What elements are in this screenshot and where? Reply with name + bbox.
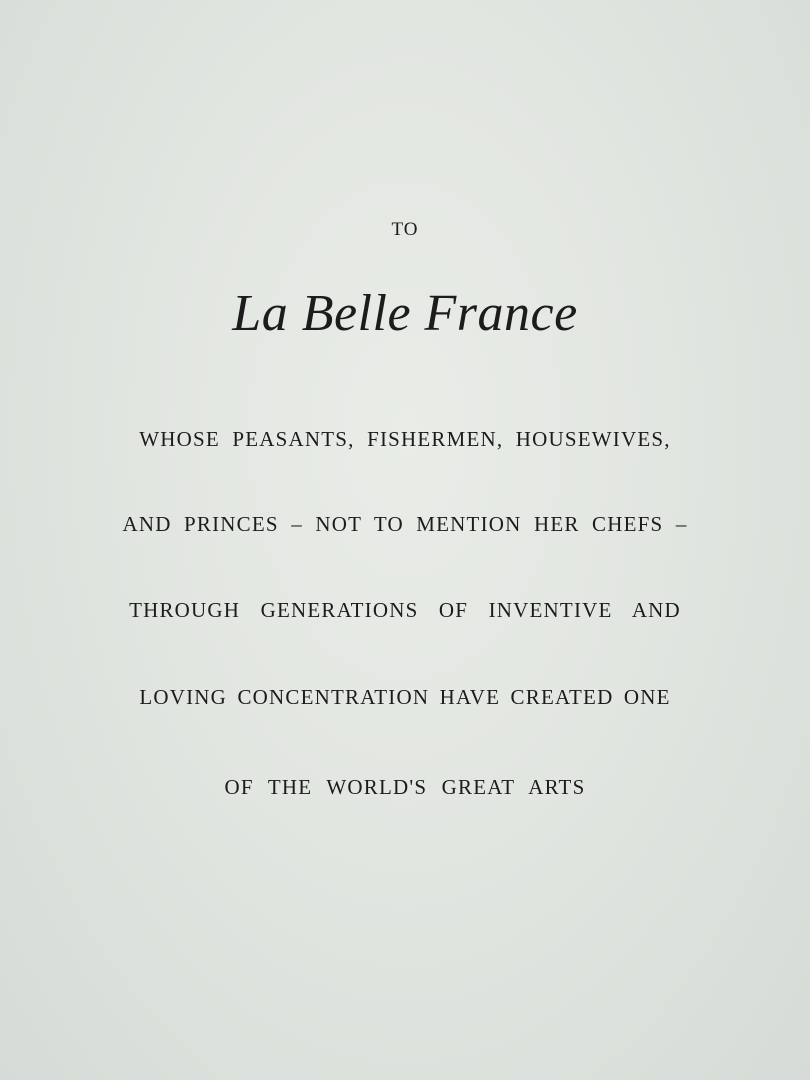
dedication-line-3: THROUGH GENERATIONS OF INVENTIVE AND: [129, 598, 681, 622]
dedication-to: TO: [391, 219, 419, 240]
dedication-line-5: OF THE WORLD'S GREAT ARTS: [224, 775, 586, 799]
dedication-line-4: LOVING CONCENTRATION HAVE CREATED ONE: [139, 685, 671, 709]
dedication-line-2: AND PRINCES – NOT TO MENTION HER CHEFS –: [122, 512, 688, 536]
dedication-title: La Belle France: [232, 285, 578, 342]
dedication-line-1: WHOSE PEASANTS, FISHERMEN, HOUSEWIVES,: [139, 427, 671, 451]
